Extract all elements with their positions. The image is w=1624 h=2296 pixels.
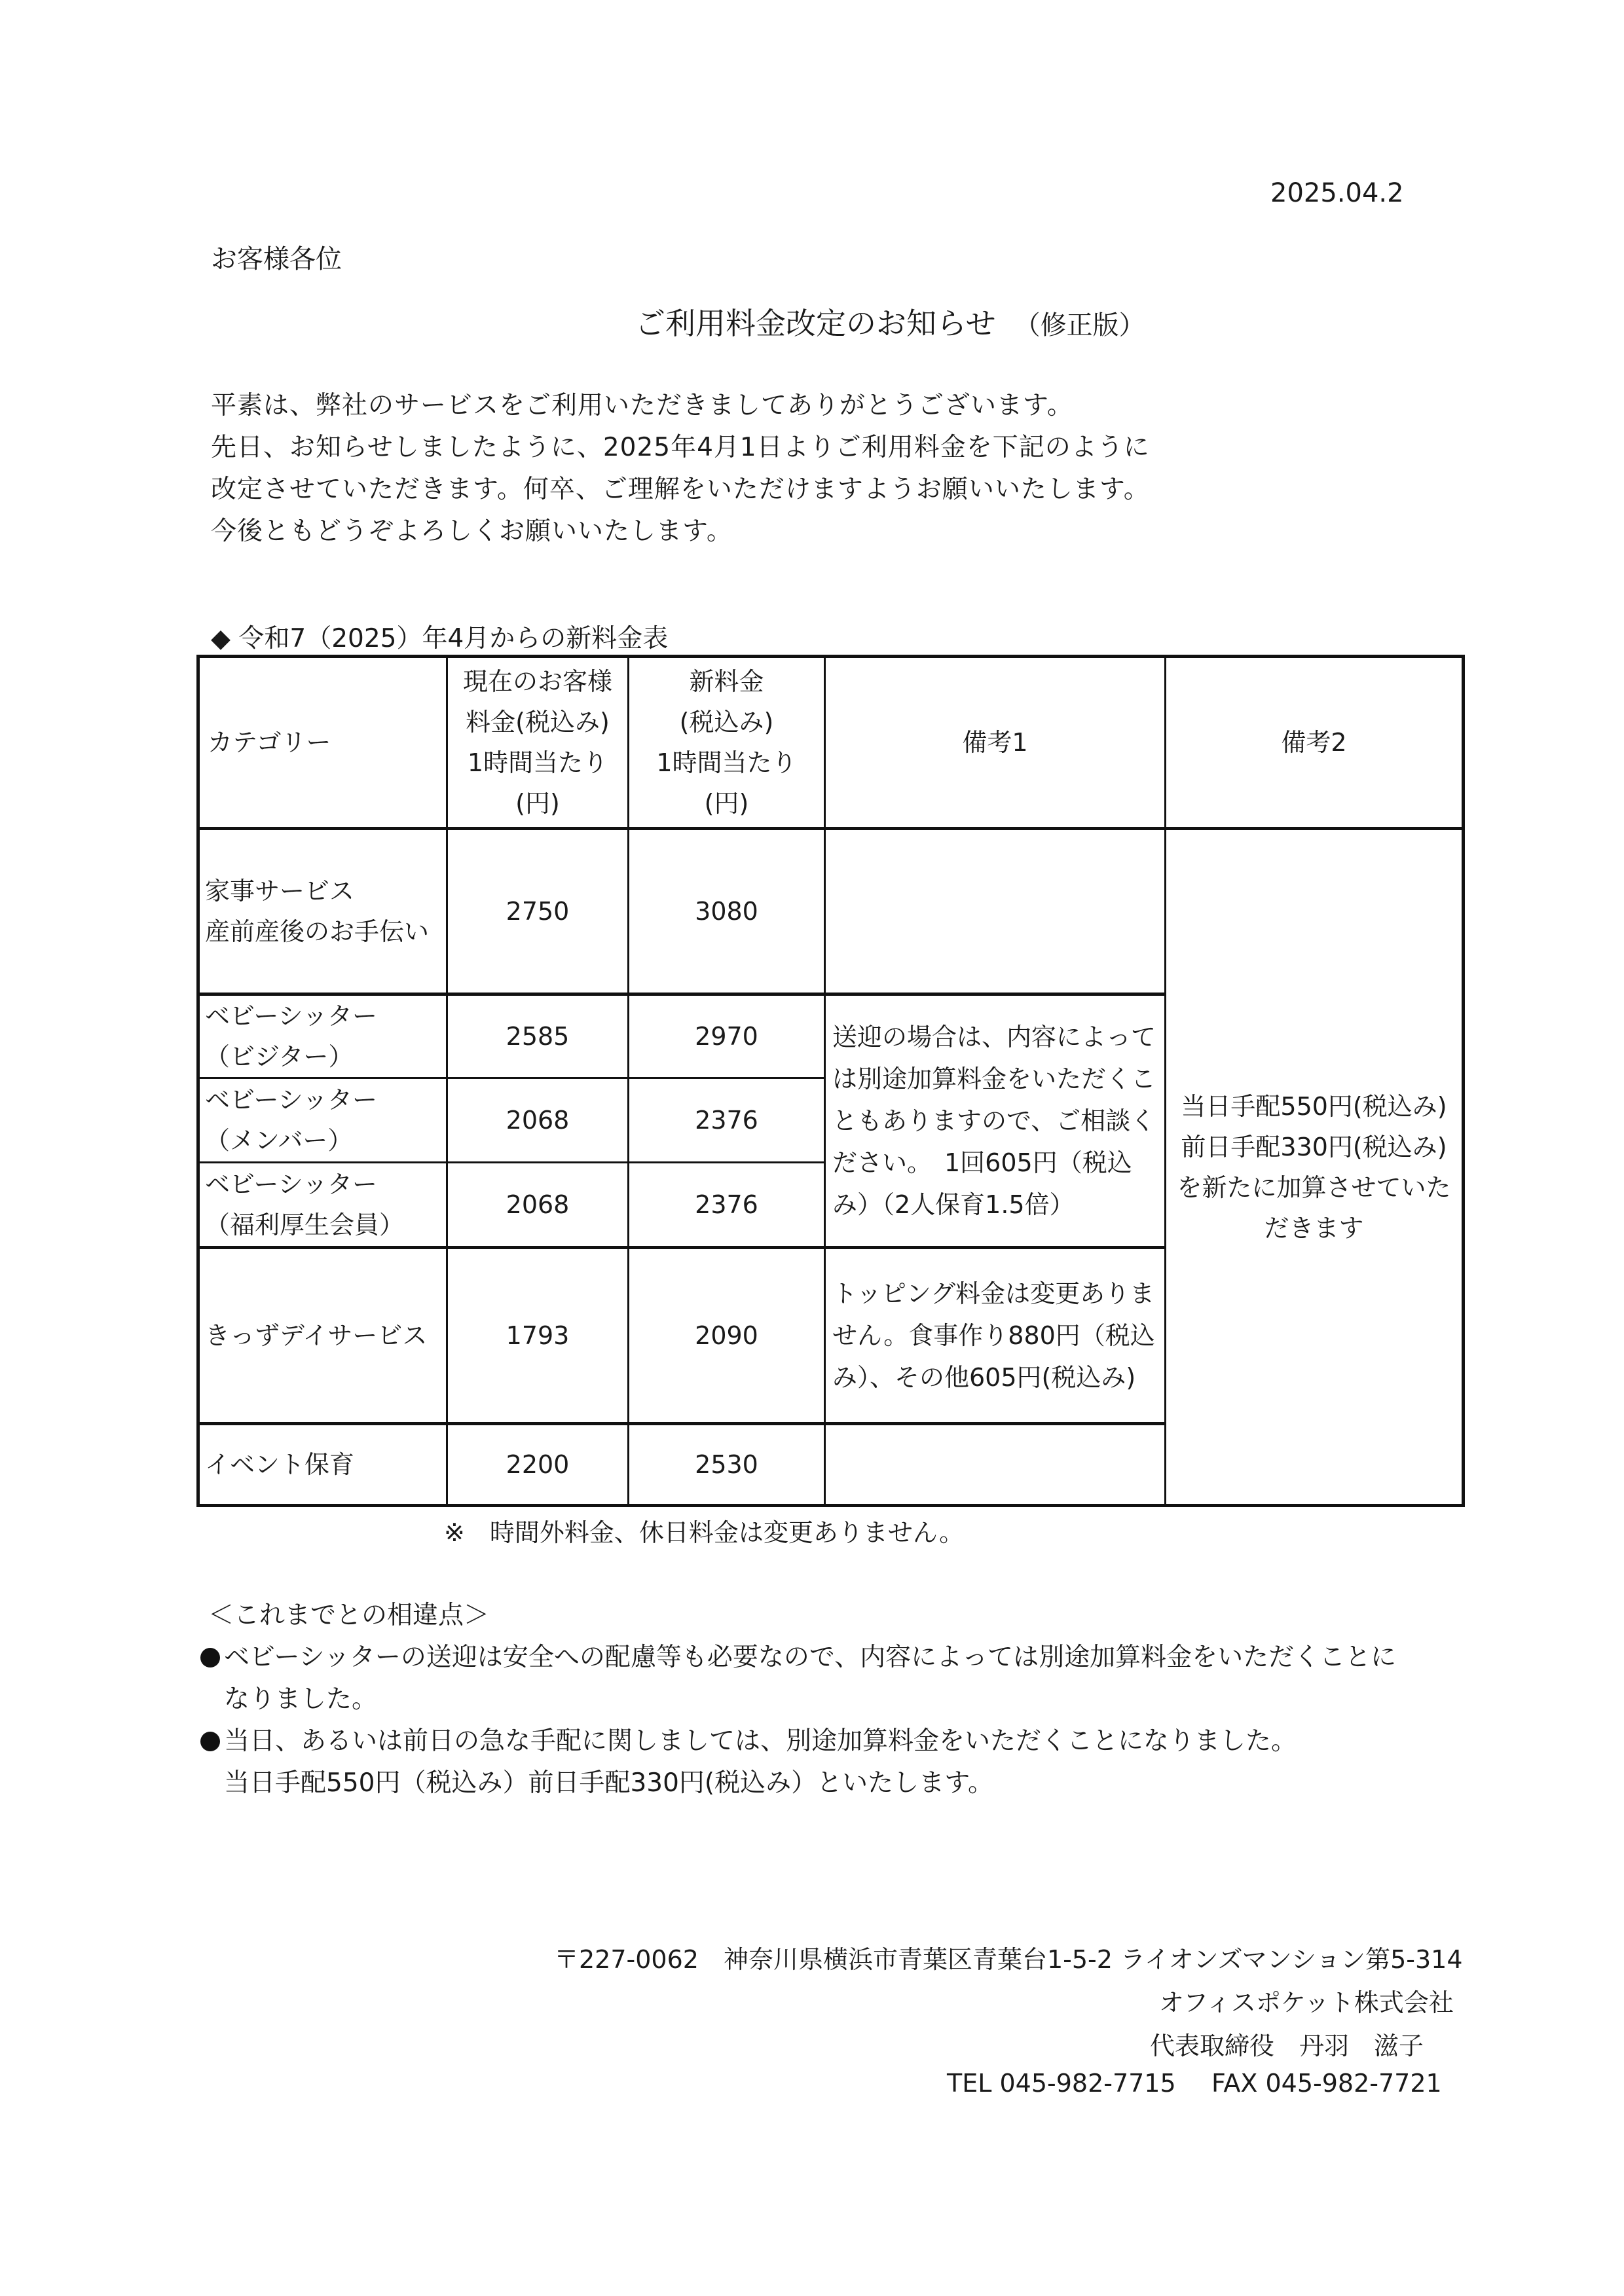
row-category (198, 1078, 447, 1162)
difference-item (200, 1637, 1396, 1673)
note-line: トッピング料金は変更ありま (832, 1279, 1155, 1309)
row-current-fee: 2068 (447, 1162, 629, 1248)
category-line: 家事サービス (205, 876, 355, 905)
row-category: きっずデイサービス (198, 1248, 447, 1424)
category-line: ベビーシッター (205, 1085, 377, 1115)
difference-text: ベビーシッターの送迎は安全への配慮等も必要なので、内容によっては別途加算料金をいただくことに (224, 1643, 1397, 1672)
header-current-fee (447, 657, 629, 829)
header-line: 料金(税込み) (466, 708, 610, 737)
row-new-fee: 2376 (629, 1078, 825, 1162)
header-line: 新料金 (689, 667, 764, 696)
row-current-fee: 2068 (447, 1078, 629, 1162)
row-current-fee: 1793 (447, 1248, 629, 1424)
header-note1: 備考1 (825, 657, 1166, 829)
company-representative: 代表取締役 丹羽 滋子 (1150, 2032, 1424, 2060)
category-line: ベビーシッター (205, 1002, 377, 1031)
row-note1-empty (825, 829, 1166, 994)
row-current-fee: 2750 (447, 829, 629, 994)
note2-cell (1166, 829, 1464, 1506)
header-category: カテゴリー (198, 657, 447, 829)
note2-line: 当日手配550円(税込み) (1181, 1091, 1447, 1121)
intro-line: 改定させていただきます。何卒、ご理解をいただけますようお願いいたします。 (211, 475, 1150, 504)
row-category (198, 994, 447, 1078)
category-line: （福利厚生会員） (205, 1211, 405, 1240)
row-note1-empty (825, 1424, 1166, 1506)
difference-item (200, 1721, 1297, 1757)
table-header-row (198, 657, 1464, 829)
document-date: 2025.04.2 (1270, 178, 1404, 208)
note-line: み）（2人保育1.5倍） (832, 1190, 1075, 1220)
company-fax: FAX 045-982-7721 (1211, 2069, 1442, 2098)
note2-line: 前日手配330円(税込み) (1181, 1132, 1447, 1161)
note2-line: だきます (1264, 1213, 1364, 1243)
salutation: お客様各位 (211, 244, 342, 274)
header-line: (円) (704, 789, 749, 818)
header-line: (円) (515, 789, 560, 818)
header-line: 1時間当たり (656, 748, 797, 777)
category-line: （ビジター） (205, 1042, 354, 1072)
note-kids (825, 1248, 1166, 1424)
row-category: イベント保育 (198, 1424, 447, 1506)
note-line: は別途加算料金をいただくこ (832, 1065, 1156, 1094)
header-line: 1時間当たり (467, 748, 608, 777)
row-category (198, 1162, 447, 1248)
category-line: 産前産後のお手伝い (205, 917, 430, 946)
intro-line: 今後ともどうぞよろしくお願いいたします。 (211, 517, 733, 546)
header-line: 現在のお客様 (462, 667, 612, 696)
company-tel: TEL 045-982-7715 (947, 2069, 1176, 2098)
category-line: （メンバー） (205, 1126, 353, 1156)
intro-line: 先日、お知らせしましたように、2025年4月1日よりご利用料金を下記のように (211, 433, 1150, 462)
bullet-icon (200, 1732, 220, 1751)
fee-table (196, 655, 1465, 1507)
table-caption: ◆ 令和7（2025）年4月からの新料金表 (211, 624, 669, 653)
note-line: ださい。 1回605円（税込 (832, 1148, 1132, 1178)
difference-continuation: 当日手配550円（税込み）前日手配330円(税込み）といたします。 (224, 1768, 993, 1798)
row-current-fee: 2200 (447, 1424, 629, 1506)
intro-line: 平素は、弊社のサービスをご利用いただきましてありがとうございます。 (211, 391, 1073, 420)
row-new-fee: 2970 (629, 994, 825, 1078)
row-new-fee: 2530 (629, 1424, 825, 1506)
row-new-fee: 2090 (629, 1248, 825, 1424)
header-note2: 備考2 (1166, 657, 1464, 829)
row-category (198, 829, 447, 994)
difference-text: 当日、あるいは前日の急な手配に関しましては、別途加算料金をいただくことになりました。 (224, 1726, 1297, 1756)
bullet-icon (200, 1648, 220, 1667)
note-line: み）、その他605円(税込み) (832, 1363, 1136, 1393)
differences-title: ＜これまでとの相違点＞ (208, 1601, 490, 1630)
header-line: (税込み) (679, 708, 774, 737)
title-text: ご利用料金改定のお知らせ (635, 306, 996, 341)
page-title (635, 300, 1145, 343)
company-name: オフィスポケット株式会社 (1159, 1988, 1454, 2017)
note-babysitter (825, 994, 1166, 1247)
note-line: せん。食事作り880円（税込 (832, 1321, 1155, 1351)
category-line: ベビーシッター (205, 1170, 377, 1199)
table-row (198, 829, 1464, 994)
company-address: 〒227-0062 神奈川県横浜市青葉区青葉台1-5-2 ライオンズマンション第5-314 (554, 1945, 1463, 1974)
note2-line: を新たに加算させていた (1177, 1173, 1451, 1202)
row-current-fee: 2585 (447, 994, 629, 1078)
note-line: ともありますので、ご相談く (832, 1106, 1156, 1136)
header-new-fee (629, 657, 825, 829)
note-line: 送迎の場合は、内容によって (832, 1023, 1156, 1052)
difference-continuation: なりました。 (224, 1685, 378, 1714)
row-new-fee: 3080 (629, 829, 825, 994)
row-new-fee: 2376 (629, 1162, 825, 1248)
table-footnote: ※ 時間外料金、休日料金は変更ありません。 (444, 1518, 965, 1547)
title-edition: （修正版） (1014, 310, 1145, 340)
